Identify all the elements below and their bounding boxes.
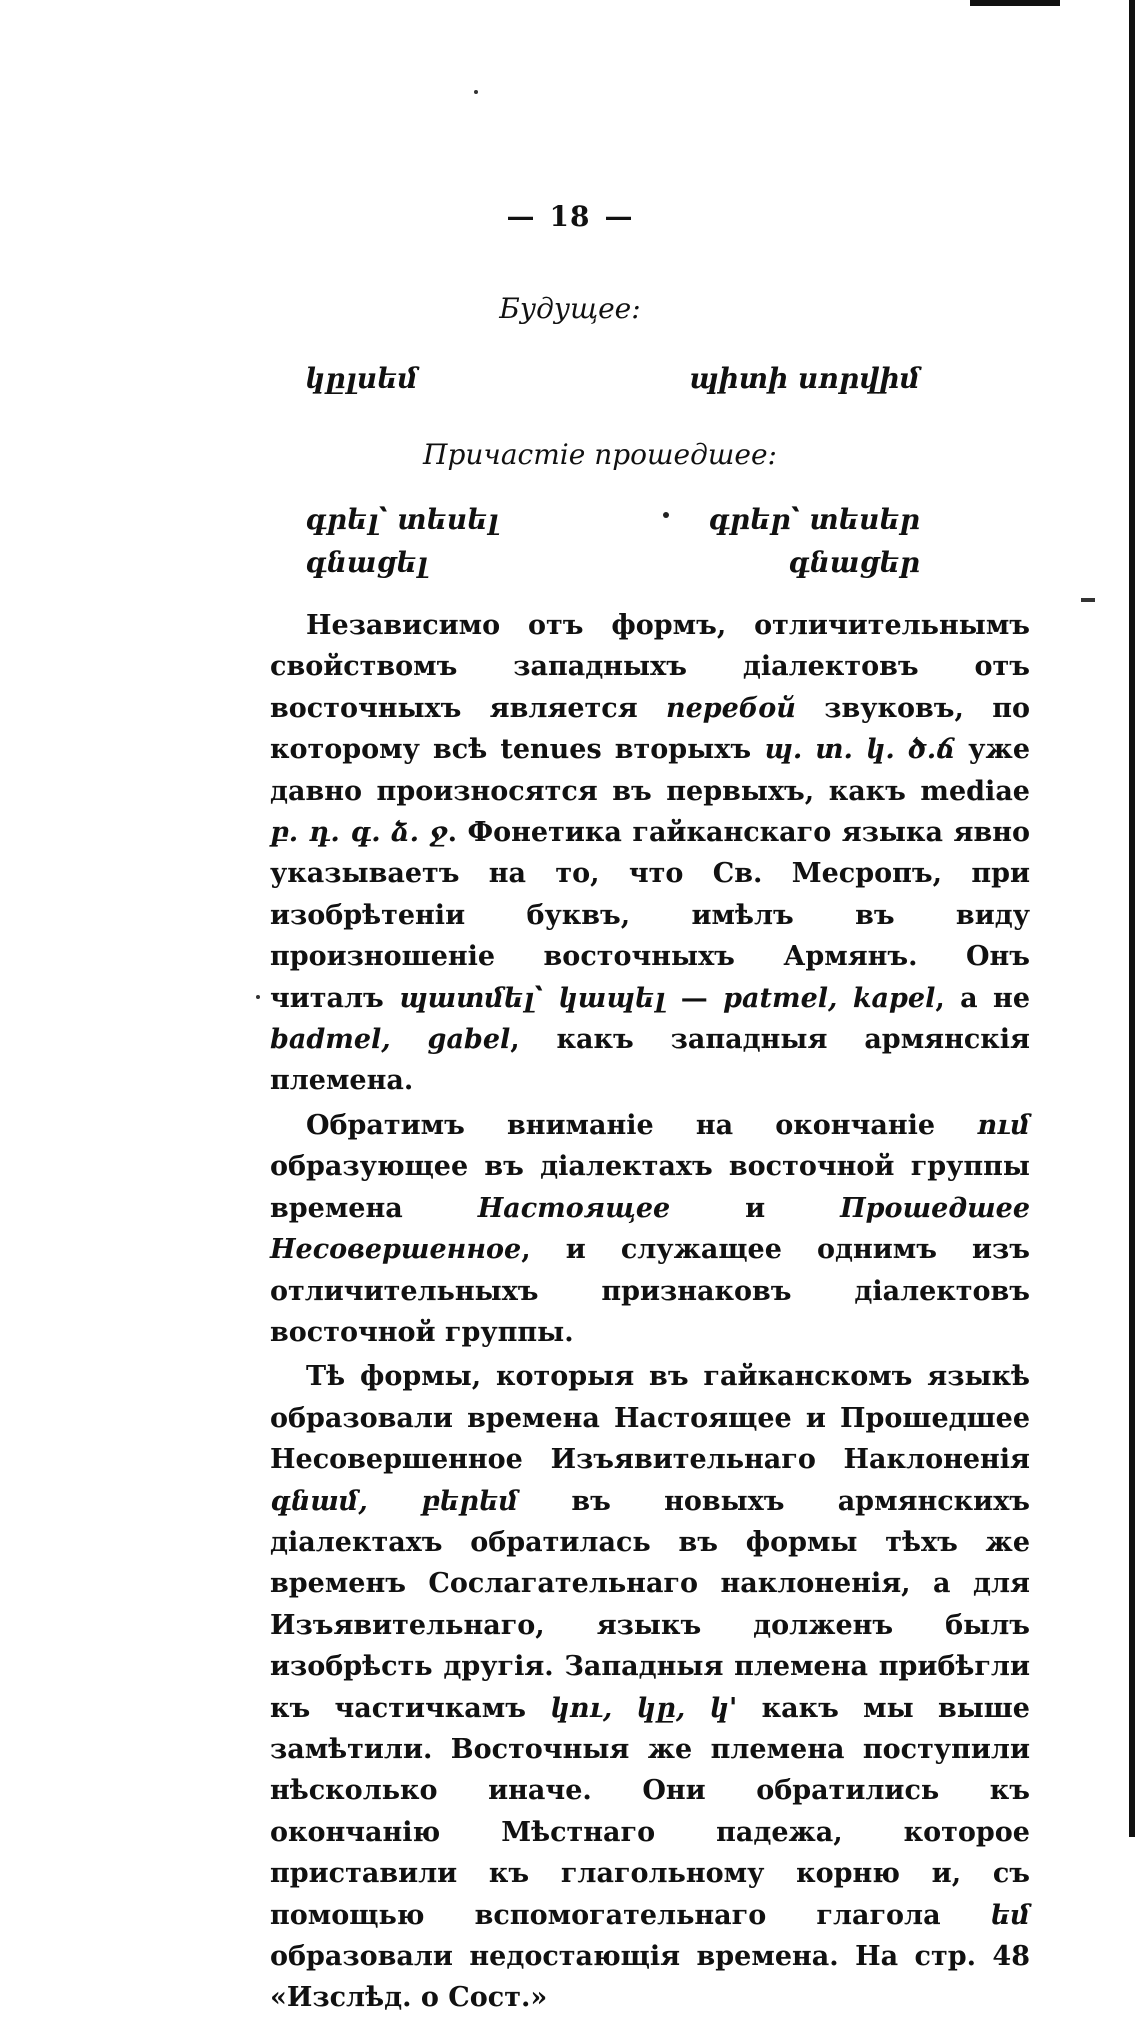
text-run: звуковъ, по которому всѣ tenues вторыхъ xyxy=(270,692,1030,766)
future-forms-row xyxy=(300,362,1040,402)
text-run: . Фонетика гайканскаго языка явно указываетъ на то, что Св. Месропъ, при изобрѣтеніи буквъ, имѣлъ въ виду произношеніе восточныхъ Армянъ. Онъ читалъ xyxy=(270,817,1030,1014)
participle-form-right-1: գրեր՝ տեսեր xyxy=(708,503,920,536)
text-run: и xyxy=(670,1192,841,1224)
armenian-inline-text: կու, կը, կ' xyxy=(550,1692,738,1724)
participle-forms-row-1 xyxy=(300,503,1040,543)
text-run: въ новыхъ армянскихъ діалектахъ обратилась въ формы тѣхъ же временъ Сослагательнаго наклоненія, а для Изъявительнаго, языкъ долженъ былъ изобрѣсть другія. Западныя племена прибѣгли къ частичкамъ xyxy=(270,1485,1030,1724)
text-run: , а не xyxy=(935,982,1030,1014)
text-run: Независимо отъ формъ, отличительнымъ свойствомъ западныхъ діалектовъ отъ восточныхъ является xyxy=(270,610,1030,724)
text-run: Обратимъ вниманіе на окончаніе xyxy=(306,1109,978,1141)
armenian-inline-text: ում xyxy=(977,1109,1030,1141)
armenian-inline-text: բ. դ. գ. ձ. ջ xyxy=(270,817,448,849)
italic-text: Настоящее xyxy=(477,1192,671,1224)
italic-text: Прошедшее Несовершенное xyxy=(270,1192,1031,1266)
text-run: , какъ западныя армянскія племена. xyxy=(270,1024,1030,1097)
future-heading: Будущее: xyxy=(499,292,641,325)
armenian-inline-text: եմ xyxy=(990,1899,1030,1931)
paragraph xyxy=(270,1356,1030,2019)
participle-form-left-1: գրել՝ տեսել xyxy=(305,503,499,536)
paragraph xyxy=(270,1105,1030,1353)
italic-text: badmel, gabel xyxy=(270,1024,511,1056)
participle-form-left-2: գնացել xyxy=(305,546,428,579)
scan-speck xyxy=(256,995,260,999)
scan-speck xyxy=(474,90,478,94)
participle-form-right-2: գնացեր xyxy=(787,546,920,579)
separator-dot xyxy=(663,512,669,518)
text-run: какъ мы выше замѣтили. Восточныя же племена поступили нѣсколько иначе. Они обратились къ окончанію Мѣстнаго падежа, которое приставили къ глагольному корню и, съ помощью вспомогательнаго глагола xyxy=(270,1692,1030,1931)
future-form-right: պիտի սորվիմ xyxy=(688,362,920,395)
page-header xyxy=(0,200,1140,233)
scan-right-edge xyxy=(1129,0,1135,1837)
text-run: образующее въ діалектахъ восточной группы времена xyxy=(270,1151,1030,1224)
text-run: образовали недостающія времена. На стр. 48 «Изслѣд. о Сост.» xyxy=(270,1941,1030,2014)
armenian-inline-text: պատմել՝ կապել xyxy=(399,982,666,1014)
text-run: уже давно произносятся въ первыхъ, какъ mediae xyxy=(270,734,1031,807)
page-number: 18 xyxy=(549,200,591,233)
participle-forms-row-2 xyxy=(300,546,1040,586)
paragraph xyxy=(270,605,1030,1102)
armenian-inline-text: պ. տ. կ. ծ.ճ xyxy=(764,734,956,766)
italic-text: patmel, kapel xyxy=(723,982,936,1014)
future-form-left: կըլսեմ xyxy=(305,362,418,395)
italic-text: перебой xyxy=(665,692,796,724)
participle-heading: Причастіе прошедшее: xyxy=(423,438,777,471)
text-run: , и служащее однимъ изъ отличительныхъ признаковъ діалектовъ восточной группы. xyxy=(270,1234,1030,1348)
header-dash: — xyxy=(506,200,536,233)
text-run: Тѣ формы, которыя въ гайканскомъ языкѣ образовали времена Настоящее и Прошедшее Несовершенное Изъявительнаго Наклоненія xyxy=(270,1361,1030,1476)
body-text xyxy=(270,605,1030,2022)
armenian-inline-text: գնամ, բերեմ xyxy=(270,1485,519,1517)
header-dash: — xyxy=(604,200,634,233)
scan-top-mark xyxy=(970,0,1060,6)
scan-side-mark xyxy=(1081,598,1095,602)
text-run: — xyxy=(665,982,724,1014)
